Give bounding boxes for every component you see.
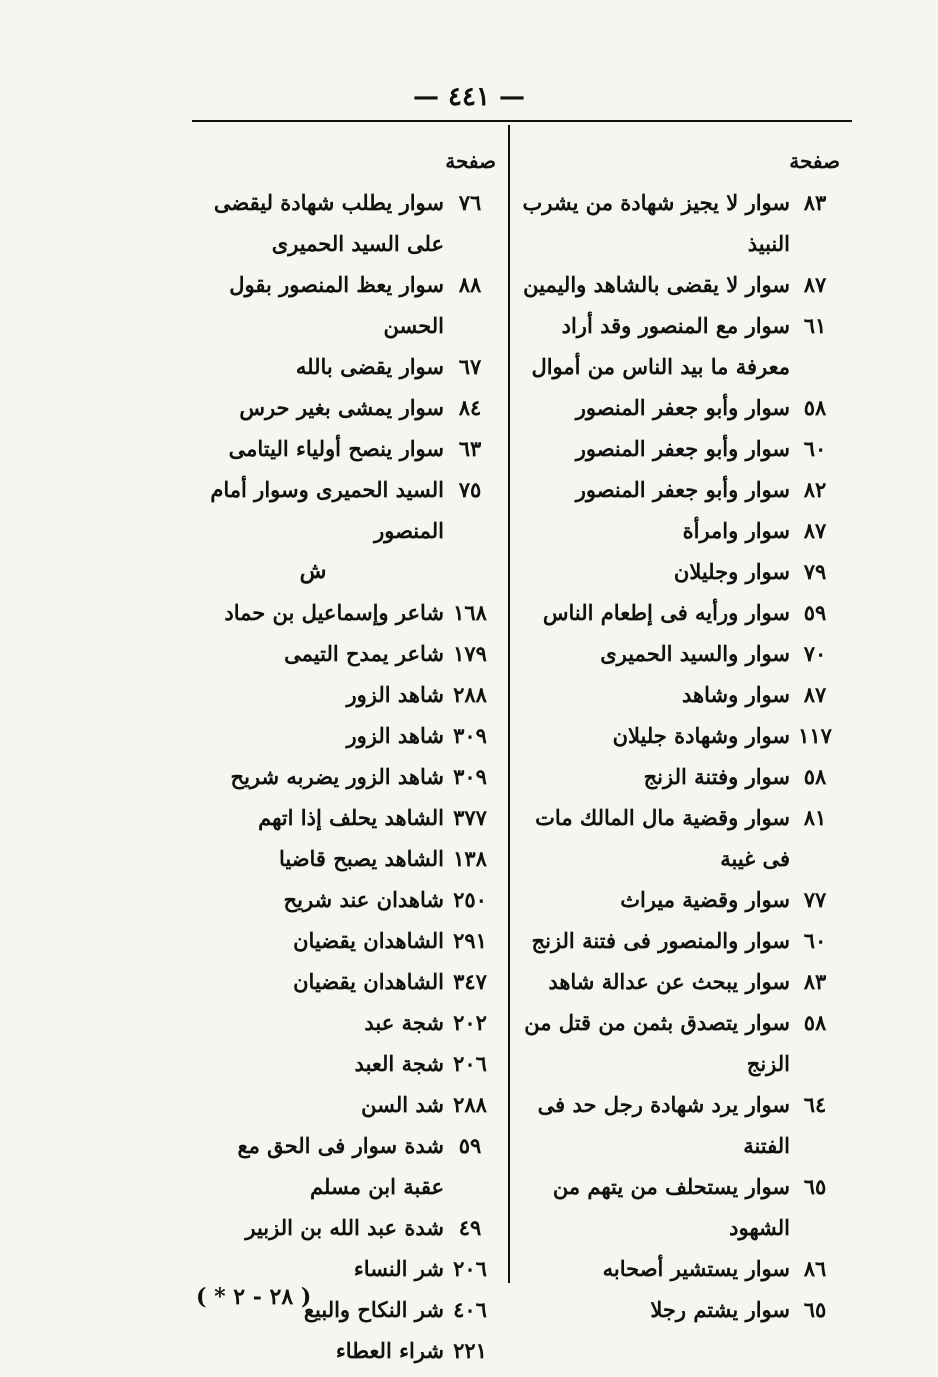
entry-title: سوار يستحلف من يتهم من الشهود xyxy=(552,1174,790,1240)
entry-page-number: ٦٥ xyxy=(803,1297,827,1322)
entry-page-number: ٨٤ xyxy=(458,395,482,420)
entry-page-number: ١٣٨ xyxy=(453,846,487,871)
entry-title: سوار يطلب شهادة ليقضى على السيد الحميرى xyxy=(213,190,444,256)
entry-page-number: ٣٠٩ xyxy=(453,723,487,748)
entry-page-number: ٢٩١ xyxy=(453,928,487,953)
entry-page-number: ٧٧ xyxy=(803,887,827,912)
index-entry xyxy=(190,838,496,879)
entry-title: سوار وأبو جعفر المنصور xyxy=(575,436,790,461)
index-entry xyxy=(522,1248,840,1289)
entry-title: شاعر يمدح التيمى xyxy=(284,641,444,666)
entry-title: شاهد الزور xyxy=(346,682,444,707)
index-entry xyxy=(522,551,840,592)
entry-page-number: ٢٨٨ xyxy=(453,682,487,707)
entry-title: شر النكاح والبيع xyxy=(303,1297,444,1322)
entry-page-number: ٨٧ xyxy=(803,272,827,297)
entry-title: سوار يشتم رجلا xyxy=(650,1297,790,1322)
entry-title: سوار يقضى بالله xyxy=(295,354,444,379)
entry-title: شدة عبد الله بن الزبير xyxy=(245,1215,444,1240)
entry-page-number: ٨١ xyxy=(803,805,827,830)
entry-title: الشاهدان يقضيان xyxy=(293,969,444,994)
index-entry xyxy=(190,1002,496,1043)
index-entry xyxy=(190,756,496,797)
entry-title: سوار وقضية مال المالك مات فى غيبة xyxy=(535,805,790,871)
index-entry xyxy=(190,264,496,346)
entry-page-number: ٥٩ xyxy=(458,1133,482,1158)
entry-page-number: ٥٩ xyxy=(803,600,827,625)
entry-title: سوار وامرأة xyxy=(682,518,790,543)
entry-title: السيد الحميرى وسوار أمام المنصور xyxy=(210,477,444,543)
index-entry xyxy=(522,674,840,715)
entry-title: سوار وأبو جعفر المنصور xyxy=(575,395,790,420)
entry-page-number: ٨٢ xyxy=(803,477,827,502)
index-entry xyxy=(190,428,496,469)
entry-page-number: ٦٤ xyxy=(803,1092,827,1117)
entry-title: سوار يرد شهادة رجل حد فى الفتنة xyxy=(537,1092,790,1158)
index-entry xyxy=(522,469,840,510)
entry-page-number: ٨٣ xyxy=(803,190,827,215)
entry-page-number: ٣٤٧ xyxy=(453,969,487,994)
entry-title: سوار وشاهد xyxy=(682,682,790,707)
entry-title: سوار لا يقضى بالشاهد واليمين xyxy=(523,272,790,297)
entry-page-number: ٥٨ xyxy=(803,1010,827,1035)
index-entry xyxy=(190,1207,496,1248)
entry-title: سوار ورأيه فى إطعام الناس xyxy=(542,600,790,625)
page-number: — ٤٤١ — xyxy=(412,82,526,112)
entry-title: سوار يمشى بغير حرس xyxy=(239,395,444,420)
entry-page-number: ٤٠٦ xyxy=(453,1297,487,1322)
entry-page-number: ٧٠ xyxy=(803,641,827,666)
entry-page-number: ٦٠ xyxy=(803,928,827,953)
index-entry xyxy=(190,592,496,633)
index-entry xyxy=(522,879,840,920)
entry-title: سوار يتصدق بثمن من قتل من الزنج xyxy=(524,1010,790,1076)
index-entry xyxy=(190,715,496,756)
entry-title: سوار يبحث عن عدالة شاهد xyxy=(548,969,790,994)
index-entry xyxy=(522,1002,840,1084)
index-entry xyxy=(190,1125,496,1207)
column-header: صفحة xyxy=(789,149,840,173)
entry-title: سوار لا يجيز شهادة من يشرب النبيذ xyxy=(522,190,790,256)
entry-title: سوار وجليلان xyxy=(673,559,790,584)
index-entry xyxy=(190,1248,496,1289)
entry-page-number: ٥٨ xyxy=(803,764,827,789)
entry-page-number: ٣٠٩ xyxy=(453,764,487,789)
entry-title: شر النساء xyxy=(353,1256,444,1281)
index-entry xyxy=(190,920,496,961)
index-entry xyxy=(190,633,496,674)
index-entry xyxy=(190,961,496,1002)
column-divider xyxy=(508,125,510,1283)
entry-title: الشاهد يصبح قاضيا xyxy=(278,846,444,871)
entry-title: سوار وقضية ميراث xyxy=(620,887,790,912)
entry-page-number: ٨٨ xyxy=(458,272,482,297)
entry-title: شاهد الزور xyxy=(346,723,444,748)
index-entry xyxy=(522,715,840,756)
entry-title: الشاهدان يقضيان xyxy=(293,928,444,953)
entry-title: سوار يستشير أصحابه xyxy=(602,1256,790,1281)
index-entry xyxy=(190,346,496,387)
right-column xyxy=(522,140,840,1330)
index-entry xyxy=(522,510,840,551)
entry-page-number: ٢٢١ xyxy=(453,1338,487,1363)
index-entry xyxy=(522,1289,840,1330)
entry-title: شاهد الزور يضربه شريح xyxy=(230,764,444,789)
index-entry xyxy=(190,879,496,920)
index-entry xyxy=(522,592,840,633)
entry-title: الشاهد يحلف إذا اتهم xyxy=(258,805,444,830)
signature-mark: ( ٢٨ - ٢ * ) xyxy=(196,1284,312,1310)
entry-title: شجة عبد xyxy=(364,1010,444,1035)
entry-page-number: ٥٨ xyxy=(803,395,827,420)
entry-title: سوار مع المنصور وقد أراد معرفة ما بيد الناس من أموال xyxy=(531,313,790,379)
entry-page-number: ٧٦ xyxy=(458,190,482,215)
index-entry xyxy=(190,1330,496,1371)
index-entry xyxy=(522,633,840,674)
index-entry xyxy=(190,1084,496,1125)
entry-page-number: ٦٣ xyxy=(458,436,482,461)
index-entry xyxy=(522,961,840,1002)
entry-page-number: ٨٣ xyxy=(803,969,827,994)
index-entry xyxy=(190,469,496,551)
index-entry xyxy=(522,1084,840,1166)
entry-page-number: ٢٠٢ xyxy=(453,1010,487,1035)
entry-title: شاهدان عند شريح xyxy=(283,887,444,912)
index-entry xyxy=(522,1166,840,1248)
left-column xyxy=(190,140,496,1371)
entry-page-number: ٢٨٨ xyxy=(453,1092,487,1117)
index-entry xyxy=(522,387,840,428)
entry-page-number: ١٦٨ xyxy=(453,600,487,625)
entry-page-number: ٢٠٦ xyxy=(453,1051,487,1076)
entry-page-number: ٦٥ xyxy=(803,1174,827,1199)
index-entry xyxy=(522,182,840,264)
entry-title: سوار وشهادة جليلان xyxy=(612,723,790,748)
entry-page-number: ٨٧ xyxy=(803,682,827,707)
entry-page-number: ١١٧ xyxy=(798,723,832,748)
entry-page-number: ٨٦ xyxy=(803,1256,827,1281)
entry-page-number: ٦١ xyxy=(803,313,827,338)
entry-title: شجة العبد xyxy=(354,1051,444,1076)
entry-page-number: ٢٥٠ xyxy=(453,887,487,912)
entry-page-number: ٢٠٦ xyxy=(453,1256,487,1281)
index-entry xyxy=(522,797,840,879)
entry-page-number: ٧٩ xyxy=(803,559,827,584)
index-entry xyxy=(190,182,496,264)
entry-page-number: ٤٩ xyxy=(458,1215,482,1240)
entry-title: سوار ينصح أولياء اليتامى xyxy=(228,436,444,461)
entry-page-number: ٧٥ xyxy=(458,477,482,502)
section-letter: ش xyxy=(299,558,327,584)
entry-title: سوار وفتنة الزنج xyxy=(643,764,790,789)
index-entry xyxy=(522,264,840,305)
index-entry xyxy=(522,428,840,469)
entry-page-number: ٦٠ xyxy=(803,436,827,461)
index-entry xyxy=(190,1043,496,1084)
header-rule xyxy=(192,120,852,122)
entry-page-number: ١٧٩ xyxy=(453,641,487,666)
entry-title: شاعر وإسماعيل بن حماد xyxy=(224,600,444,625)
column-header: صفحة xyxy=(445,149,496,173)
entry-page-number: ٣٧٧ xyxy=(453,805,487,830)
entry-title: سوار والسيد الحميرى xyxy=(600,641,790,666)
entry-title: شدة سوار فى الحق مع عقبة ابن مسلم xyxy=(237,1133,444,1199)
index-entry xyxy=(190,674,496,715)
entry-title: شد السن xyxy=(361,1092,444,1117)
index-entry xyxy=(190,387,496,428)
entry-title: سوار والمنصور فى فتنة الزنج xyxy=(531,928,790,953)
entry-title: شراء العطاء xyxy=(335,1338,444,1363)
index-entry xyxy=(190,797,496,838)
entry-page-number: ٦٧ xyxy=(458,354,482,379)
index-entry xyxy=(522,756,840,797)
entry-page-number: ٨٧ xyxy=(803,518,827,543)
index-entry xyxy=(522,305,840,387)
index-entry xyxy=(522,920,840,961)
entry-title: سوار يعظ المنصور بقول الحسن xyxy=(229,272,444,338)
entry-title: سوار وأبو جعفر المنصور xyxy=(575,477,790,502)
